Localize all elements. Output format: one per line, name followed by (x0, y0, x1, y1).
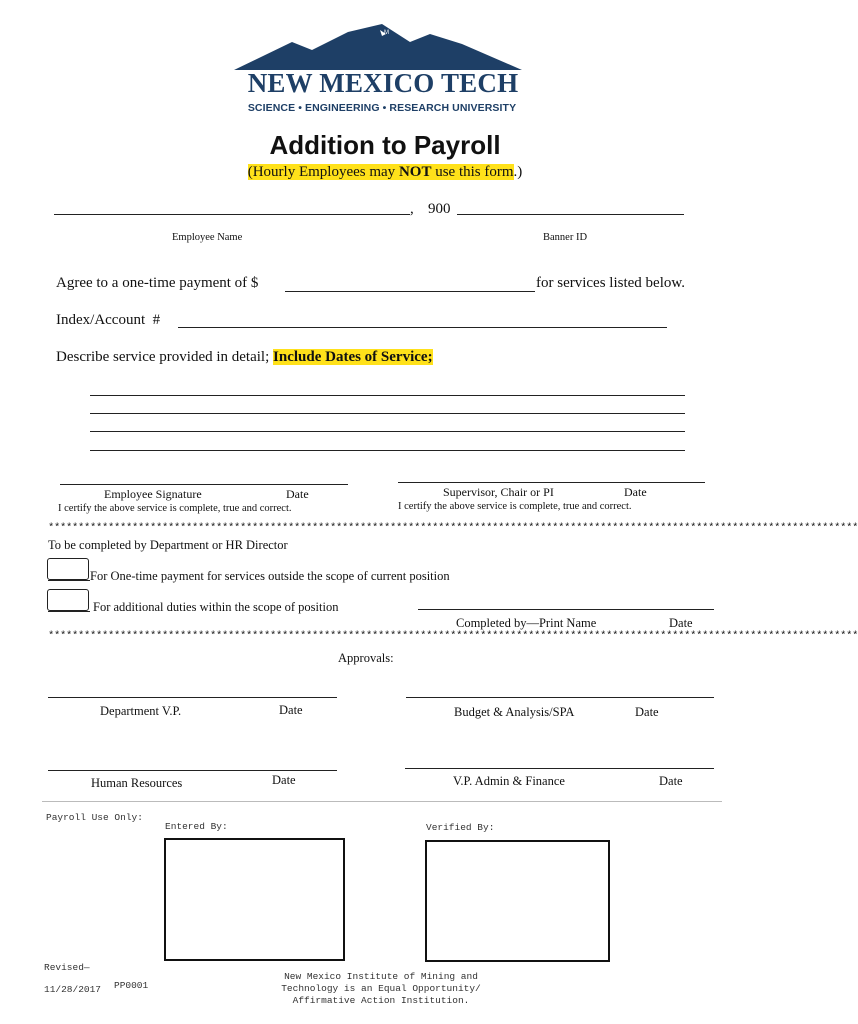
footer-line-2: Technology is an Equal Opportunity/ (281, 983, 481, 994)
option1-checkbox[interactable] (47, 558, 89, 580)
footer-statement (262, 971, 500, 1007)
payroll-use-only-label: Payroll Use Only: (46, 812, 143, 823)
describe-line-2[interactable] (90, 413, 685, 414)
logo-name: NEW MEXICO TECH (247, 68, 519, 98)
payment-suffix: for services listed below. (536, 275, 685, 291)
index-account-field[interactable] (178, 327, 667, 328)
option2-checkbox[interactable] (47, 589, 89, 611)
footer-line-3: Affirmative Action Institution. (292, 995, 470, 1006)
describe-text: Describe service provided in detail; (56, 349, 274, 365)
hr-field[interactable] (48, 770, 337, 771)
logo-tagline: SCIENCE • ENGINEERING • RESEARCH UNIVERSITY (247, 102, 517, 114)
supervisor-signature-date-label: Date (624, 485, 647, 499)
revised-label: Revised— (44, 962, 90, 973)
describe-line-1[interactable] (90, 395, 685, 396)
department-heading: To be completed by Department or HR Director (48, 538, 288, 552)
option1-label: For One-time payment for services outside the scope of current position (90, 569, 450, 583)
describe-line-4[interactable] (90, 450, 685, 451)
svg-text:M: M (384, 30, 389, 36)
supervisor-signature-label: Supervisor, Chair or PI (443, 485, 554, 499)
page-title: Addition to Payroll (269, 130, 501, 160)
employee-signature-date-label: Date (286, 487, 309, 501)
hr-label: Human Resources (91, 776, 183, 790)
subtitle-close: use this form (431, 164, 514, 180)
payment-amount-field[interactable] (285, 291, 535, 292)
employee-comma: , (410, 201, 414, 217)
describe-highlight: Include Dates of Service; (273, 349, 433, 365)
completed-by-field[interactable] (418, 609, 714, 610)
dept-vp-label: Department V.P. (100, 704, 182, 718)
payroll-divider (42, 801, 722, 802)
employee-name-field[interactable] (54, 214, 410, 215)
supervisor-certify-text: I certify the above service is complete, true and correct. (398, 501, 632, 512)
budget-date-label: Date (635, 705, 659, 719)
banner-prefix: 900 (428, 201, 451, 217)
verified-by-label: Verified By: (426, 822, 495, 833)
employee-signature-field[interactable] (60, 484, 348, 485)
employee-certify-text: I certify the above service is complete, true and correct. (58, 503, 292, 514)
page-subtitle (0, 164, 770, 181)
completed-by-label: Completed by—Print Name (456, 616, 597, 630)
dept-vp-date-label: Date (279, 703, 303, 717)
completed-by-date-label: Date (669, 616, 693, 630)
option1-underline (48, 580, 90, 581)
approvals-heading: Approvals: (338, 651, 394, 665)
form-code: PP0001 (114, 980, 149, 991)
verified-by-box[interactable] (425, 840, 610, 962)
entered-by-label: Entered By: (165, 821, 228, 832)
revised-date: 11/28/2017 (44, 984, 102, 995)
stars-divider-2: *************************************************************************************************************************************** (48, 630, 858, 642)
subtitle-bold: NOT (398, 164, 432, 180)
employee-name-label: Employee Name (172, 232, 243, 243)
describe-label (56, 349, 433, 366)
subtitle-paren: .) (513, 164, 523, 180)
option2-label: For additional duties within the scope of position (93, 600, 339, 614)
footer-line-1: New Mexico Institute of Mining and (284, 971, 478, 982)
dept-vp-field[interactable] (48, 697, 337, 698)
option2-underline (48, 611, 90, 612)
banner-id-field[interactable] (457, 214, 684, 215)
logo (230, 22, 530, 118)
describe-line-3[interactable] (90, 431, 685, 432)
stars-divider-1: *************************************************************************************************************************************** (48, 522, 858, 534)
hr-date-label: Date (272, 773, 296, 787)
mountain-logo-icon (230, 22, 530, 74)
vp-admin-date-label: Date (659, 774, 683, 788)
banner-id-label: Banner ID (543, 232, 588, 243)
index-account-label: Index/Account # (56, 312, 161, 328)
vp-admin-field[interactable] (405, 768, 714, 769)
supervisor-signature-field[interactable] (398, 482, 705, 483)
budget-label: Budget & Analysis/SPA (454, 705, 575, 719)
entered-by-box[interactable] (164, 838, 345, 961)
subtitle-open: (Hourly Employees may (247, 164, 399, 180)
vp-admin-label: V.P. Admin & Finance (453, 774, 565, 788)
budget-field[interactable] (406, 697, 714, 698)
payment-prefix: Agree to a one-time payment of $ (56, 275, 259, 291)
employee-signature-label: Employee Signature (104, 487, 202, 501)
